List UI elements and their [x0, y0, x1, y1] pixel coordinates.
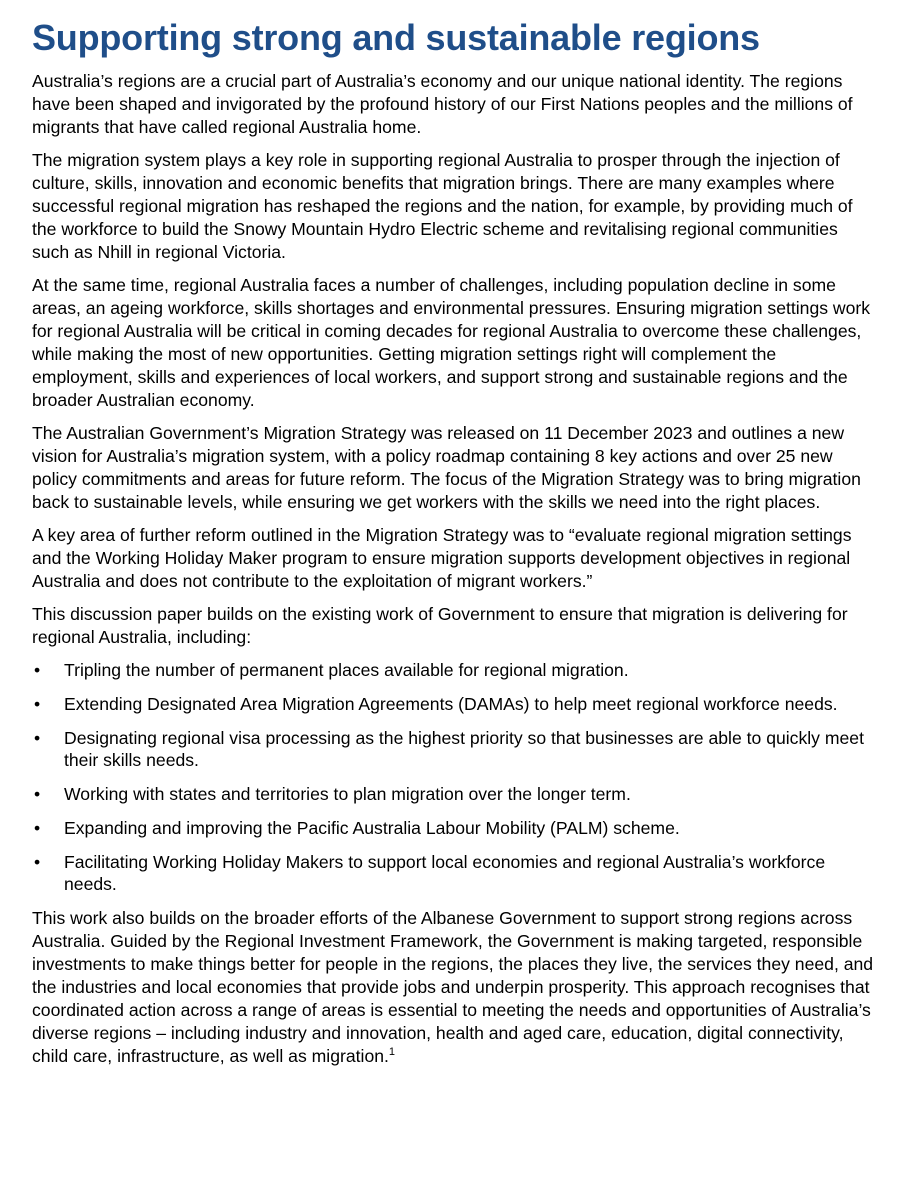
- closing-text: This work also builds on the broader efforts of the Albanese Government to support strong regions across Australia. Guided by the Regional Investment Framework, the Government is making targeted, responsible investments to make things better for people in the regions, the places they live, the services they need, and the industries and local economies that provide jobs and underpin prosperity. This approach recognises that coordinated action across a range of areas is essential to meeting the needs and opportunities of Australia’s diverse regions – including industry and innovation, health and aged care, education, digital connectivity, child care, infrastructure, as well as migration.: [32, 908, 874, 1066]
- bullet-list: [32, 659, 876, 895]
- paragraph-discussion-intro: This discussion paper builds on the existing work of Government to ensure that migration is delivering for regional Australia, including:: [32, 604, 848, 647]
- bullet-dot: •: [34, 660, 41, 680]
- list-item: [32, 727, 876, 771]
- list-item: [32, 851, 876, 895]
- paragraph-migration-role: The migration system plays a key role in supporting regional Australia to prosper through the injection of culture, skills, innovation and economic benefits that migration brings. There are many examples where successful regional migration has reshaped the regions and the nation, for example, by providing much of the workforce to build the Snowy Mountain Hydro Electric scheme and revitalising regional communities such as Nhill in regional Victoria.: [32, 150, 853, 262]
- paragraph-migration-strategy: The Australian Government’s Migration Strategy was released on 11 December 2023 and outlines a new vision for Australia’s migration system, with a policy roadmap containing 8 key actions and over 25 new policy commitments and areas for future reform. The focus of the Migration Strategy was to bring migration back to sustainable levels, while ensuring we get workers with the skills we need into the right places.: [32, 423, 861, 512]
- footnote-reference[interactable]: 1: [388, 1046, 396, 1059]
- list-item-text: Designating regional visa processing as the highest priority so that businesses are able to quickly meet their skills needs.: [64, 728, 864, 770]
- bullet-dot: •: [34, 852, 41, 872]
- list-item: [32, 659, 876, 681]
- page-title: Supporting strong and sustainable regions: [32, 17, 760, 58]
- paragraph-key-reform: A key area of further reform outlined in the Migration Strategy was to “evaluate regional migration settings and the Working Holiday Maker program to ensure migration supports development objectives in regional Australia and does not contribute to the exploitation of migrant workers.”: [32, 525, 852, 591]
- paragraph-challenges: At the same time, regional Australia faces a number of challenges, including population decline in some areas, an ageing workforce, skills shortages and environmental pressures. Ensuring migration settings work for regional Australia will be critical in coming decades for regional Australia to overcome these challenges, while making the most of new opportunities. Getting migration settings right will complement the employment, skills and experiences of local workers, and support strong and sustainable regions and the broader Australian economy.: [32, 275, 871, 410]
- list-item-text: Expanding and improving the Pacific Australia Labour Mobility (PALM) scheme.: [64, 818, 680, 838]
- bullet-dot: •: [34, 694, 41, 714]
- list-item-text: Working with states and territories to plan migration over the longer term.: [64, 784, 631, 804]
- bullet-dot: •: [34, 728, 41, 748]
- paragraph-closing: [32, 907, 876, 1068]
- bullet-dot: •: [34, 784, 41, 804]
- list-item: [32, 817, 876, 839]
- list-item-text: Extending Designated Area Migration Agreements (DAMAs) to help meet regional workforce needs.: [64, 694, 838, 714]
- list-item: [32, 693, 876, 715]
- list-item-text: Facilitating Working Holiday Makers to support local economies and regional Australia’s workforce needs.: [64, 852, 826, 894]
- list-item-text: Tripling the number of permanent places available for regional migration.: [64, 660, 629, 680]
- bullet-dot: •: [34, 818, 41, 838]
- paragraph-regions-importance: Australia’s regions are a crucial part of Australia’s economy and our unique national identity. The regions have been shaped and invigorated by the profound history of our First Nations peoples and the millions of migrants that have called regional Australia home.: [32, 71, 853, 137]
- list-item: [32, 783, 876, 805]
